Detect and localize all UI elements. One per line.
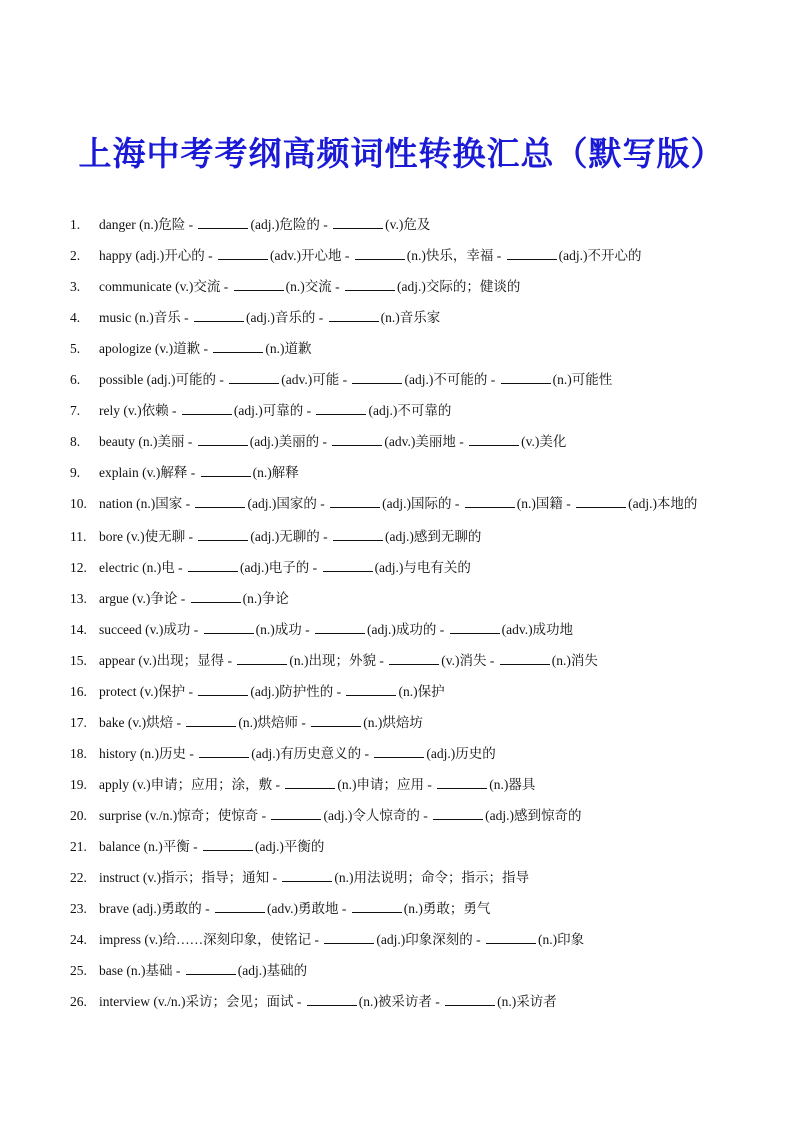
item-text: apologize (v.)道歉 - — [99, 341, 212, 356]
item-text: interview (v./n.)采访；会见；面试 - — [99, 994, 305, 1009]
item-number: 20. — [70, 808, 87, 823]
answer-blank — [234, 278, 284, 291]
item-text: nation (n.)国家 - — [99, 496, 194, 511]
answer-blank — [501, 371, 551, 384]
answer-blank — [486, 931, 536, 944]
answer-blank — [194, 309, 244, 322]
item-content — [99, 774, 735, 795]
item-number: 24. — [70, 932, 87, 947]
answer-blank — [374, 745, 424, 758]
list-item — [70, 338, 735, 359]
item-content — [99, 898, 735, 919]
list-item — [70, 929, 735, 950]
item-number: 5. — [70, 341, 81, 356]
item-content — [99, 743, 735, 764]
item-text: (adj.)音乐的 - — [245, 310, 327, 325]
item-text: surprise (v./n.)惊奇；使惊奇 - — [99, 808, 270, 823]
item-content — [99, 836, 735, 857]
item-text: succeed (v.)成功 - — [99, 622, 202, 637]
item-text: protect (v.)保护 - — [99, 684, 197, 699]
item-text: (adv.)可能 - — [281, 372, 351, 387]
answer-blank — [201, 464, 251, 477]
item-text: (adj.)感到惊奇的 — [485, 808, 582, 823]
item-number: 15. — [70, 653, 87, 668]
list-item — [70, 276, 735, 297]
item-text: (adj.)印象深刻的 - — [376, 932, 484, 947]
item-content — [99, 805, 735, 826]
item-number: 18. — [70, 746, 87, 761]
answer-blank — [285, 776, 335, 789]
list-item — [70, 836, 735, 857]
list-item — [70, 431, 735, 452]
item-text: (n.)印象 — [537, 932, 585, 947]
item-text: (adj.)危险的 - — [250, 217, 332, 232]
item-text: (adj.)平衡的 — [254, 839, 325, 854]
item-content — [99, 557, 735, 578]
list-item — [70, 462, 735, 483]
answer-blank — [332, 433, 382, 446]
answer-blank — [333, 216, 383, 229]
item-text: (n.)道歉 — [265, 341, 312, 356]
list-item — [70, 681, 735, 702]
item-number: 7. — [70, 403, 81, 418]
answer-blank — [330, 495, 380, 508]
item-content — [99, 712, 735, 733]
answer-blank — [433, 807, 483, 820]
item-text: (adj.)可靠的 - — [233, 403, 315, 418]
answer-blank — [198, 683, 248, 696]
answer-blank — [198, 216, 248, 229]
item-text: (adj.)成功的 - — [366, 622, 448, 637]
item-text: (n.)成功 - — [255, 622, 313, 637]
item-number: 25. — [70, 963, 87, 978]
answer-blank — [199, 745, 249, 758]
item-text: (n.)可能性 — [552, 372, 613, 387]
item-text: brave (adj.)勇敢的 - — [99, 901, 213, 916]
item-content — [99, 619, 735, 640]
item-number: 8. — [70, 434, 81, 449]
item-text: balance (n.)平衡 - — [99, 839, 201, 854]
answer-blank — [182, 402, 232, 415]
answer-blank — [191, 590, 241, 603]
list-item — [70, 898, 735, 919]
item-text: bore (v.)使无聊 - — [99, 529, 197, 544]
item-content — [99, 214, 735, 235]
item-content — [99, 650, 735, 671]
item-text: (adj.)基础的 — [237, 963, 308, 978]
list-item — [70, 805, 735, 826]
item-number: 17. — [70, 715, 87, 730]
item-text: impress (v.)给……深刻印象，使铭记 - — [99, 932, 323, 947]
item-number: 14. — [70, 622, 87, 637]
item-content — [99, 493, 735, 514]
answer-blank — [215, 900, 265, 913]
list-item — [70, 774, 735, 795]
answer-blank — [450, 621, 500, 634]
item-text: history (n.)历史 - — [99, 746, 198, 761]
item-content — [99, 245, 735, 266]
item-text: (n.)烘焙师 - — [238, 715, 310, 730]
item-text: (adj.)感到无聊的 — [384, 529, 482, 544]
answer-blank — [437, 776, 487, 789]
item-text: argue (v.)争论 - — [99, 591, 189, 606]
item-number: 9. — [70, 465, 81, 480]
item-content — [99, 400, 735, 421]
answer-blank — [445, 993, 495, 1006]
page-title: 上海中考考纲高频词性转换汇总（默写版） — [78, 134, 725, 173]
answer-blank — [333, 528, 383, 541]
item-number: 13. — [70, 591, 87, 606]
item-text: (n.)烘焙坊 — [363, 715, 423, 730]
item-number: 16. — [70, 684, 87, 699]
answer-blank — [345, 278, 395, 291]
answer-blank — [311, 714, 361, 727]
answer-blank — [329, 309, 379, 322]
list-item — [70, 369, 735, 390]
item-text: (adj.)无聊的 - — [250, 529, 331, 544]
item-content — [99, 867, 735, 888]
item-text: (adj.)有历史意义的 - — [251, 746, 373, 761]
item-text: possible (adj.)可能的 - — [99, 372, 228, 387]
item-text: (adj.)美丽的 - — [249, 434, 331, 449]
answer-blank — [323, 559, 373, 572]
item-text: explain (v.)解释 - — [99, 465, 199, 480]
item-text: (v.)危及 — [385, 217, 431, 232]
answer-blank — [315, 621, 365, 634]
answer-blank — [282, 869, 332, 882]
item-text: happy (adj.)开心的 - — [99, 248, 216, 263]
item-content — [99, 960, 735, 981]
item-text: (v.)消失 - — [441, 653, 498, 668]
item-number: 6. — [70, 372, 81, 387]
item-text: (adj.)国家的 - — [247, 496, 329, 511]
item-text: (n.)出现；外貌 - — [289, 653, 388, 668]
answer-blank — [188, 559, 238, 572]
item-text: (n.)争论 — [242, 591, 289, 606]
item-text: appear (v.)出现；显得 - — [99, 653, 236, 668]
answer-blank — [186, 714, 236, 727]
item-content — [99, 929, 735, 950]
answer-blank — [237, 652, 287, 665]
item-text: (n.)解释 — [252, 465, 299, 480]
item-text: (adj.)历史的 — [426, 746, 496, 761]
item-number: 23. — [70, 901, 87, 916]
item-text: communicate (v.)交流 - — [99, 279, 232, 294]
answer-blank — [507, 247, 557, 260]
item-text: (n.)快乐，幸福 - — [406, 248, 505, 263]
answer-blank — [576, 495, 626, 508]
list-item — [70, 214, 735, 235]
item-content — [99, 276, 735, 297]
answer-blank — [346, 683, 396, 696]
list-item — [70, 619, 735, 640]
item-text: electric (n.)电 - — [99, 560, 186, 575]
list-item — [70, 588, 735, 609]
item-number: 4. — [70, 310, 81, 325]
item-number: 22. — [70, 870, 87, 885]
item-number: 2. — [70, 248, 81, 263]
item-number: 10. — [70, 496, 87, 511]
item-text: danger (n.)危险 - — [99, 217, 197, 232]
answer-blank — [186, 962, 236, 975]
list-item — [70, 307, 735, 328]
answer-blank — [307, 993, 357, 1006]
item-text: apply (v.)申请；应用；涂，敷 - — [99, 777, 284, 792]
list-item — [70, 526, 735, 547]
list-item — [70, 867, 735, 888]
item-text: base (n.)基础 - — [99, 963, 184, 978]
word-list — [70, 214, 735, 1022]
item-text: (n.)国籍 - — [516, 496, 575, 511]
answer-blank — [198, 433, 248, 446]
list-item — [70, 650, 735, 671]
list-item — [70, 400, 735, 421]
item-content — [99, 431, 735, 452]
answer-blank — [500, 652, 550, 665]
item-text: rely (v.)依赖 - — [99, 403, 180, 418]
item-content — [99, 681, 735, 702]
item-text: (n.)交流 - — [285, 279, 343, 294]
list-item — [70, 991, 735, 1012]
item-text: (adv.)开心地 - — [269, 248, 353, 263]
list-item — [70, 557, 735, 578]
item-text: (n.)消失 — [551, 653, 598, 668]
item-number: 1. — [70, 217, 81, 232]
item-text: (n.)被采访者 - — [358, 994, 444, 1009]
answer-blank — [389, 652, 439, 665]
answer-blank — [195, 495, 245, 508]
item-text: (adv.)勇敢地 - — [266, 901, 350, 916]
answer-blank — [204, 621, 254, 634]
item-text: (adj.)不开心的 — [558, 248, 642, 263]
list-item — [70, 712, 735, 733]
list-item — [70, 245, 735, 266]
item-text: (adj.)令人惊奇的 - — [323, 808, 432, 823]
item-text: beauty (n.)美丽 - — [99, 434, 196, 449]
item-content — [99, 526, 735, 547]
answer-blank — [465, 495, 515, 508]
item-text: (adv.)成功地 — [501, 622, 574, 637]
answer-blank — [213, 340, 263, 353]
list-item — [70, 493, 735, 514]
list-item — [70, 743, 735, 764]
answer-blank — [469, 433, 519, 446]
answer-blank — [229, 371, 279, 384]
item-text: (n.)音乐家 — [380, 310, 441, 325]
item-text: (n.)勇敢；勇气 — [403, 901, 491, 916]
item-text: music (n.)音乐 - — [99, 310, 192, 325]
item-text: instruct (v.)指示；指导；通知 - — [99, 870, 281, 885]
item-text: (adj.)不可靠的 — [368, 403, 452, 418]
item-text: (v.)美化 — [521, 434, 567, 449]
item-text: (adj.)交际的；健谈的 — [396, 279, 521, 294]
answer-blank — [352, 371, 402, 384]
item-number: 12. — [70, 560, 87, 575]
item-content — [99, 307, 735, 328]
answer-blank — [324, 931, 374, 944]
item-number: 19. — [70, 777, 87, 792]
answer-blank — [355, 247, 405, 260]
item-text: (adj.)国际的 - — [382, 496, 463, 511]
item-text: bake (v.)烘焙 - — [99, 715, 185, 730]
item-text: (adj.)不可能的 - — [404, 372, 499, 387]
item-content — [99, 338, 735, 359]
item-text: (adj.)防护性的 - — [250, 684, 345, 699]
item-text: (adj.)电子的 - — [239, 560, 321, 575]
item-number: 26. — [70, 994, 87, 1009]
item-text: (n.)器具 — [489, 777, 536, 792]
item-text: (n.)申请；应用 - — [337, 777, 436, 792]
list-item — [70, 960, 735, 981]
item-content — [99, 462, 735, 483]
item-text: (adj.)本地的 — [628, 496, 698, 511]
item-content — [99, 588, 735, 609]
item-text: (adj.)与电有关的 — [374, 560, 471, 575]
item-text: (n.)采访者 — [497, 994, 557, 1009]
item-text: (adv.)美丽地 - — [384, 434, 468, 449]
answer-blank — [316, 402, 366, 415]
item-text: (n.)保护 — [398, 684, 445, 699]
answer-blank — [203, 838, 253, 851]
item-number: 11. — [70, 529, 87, 544]
item-number: 21. — [70, 839, 87, 854]
item-content — [99, 369, 735, 390]
answer-blank — [271, 807, 321, 820]
item-content — [99, 991, 735, 1012]
answer-blank — [198, 528, 248, 541]
item-number: 3. — [70, 279, 81, 294]
answer-blank — [352, 900, 402, 913]
answer-blank — [218, 247, 268, 260]
item-text: (n.)用法说明；命令；指示；指导 — [334, 870, 529, 885]
